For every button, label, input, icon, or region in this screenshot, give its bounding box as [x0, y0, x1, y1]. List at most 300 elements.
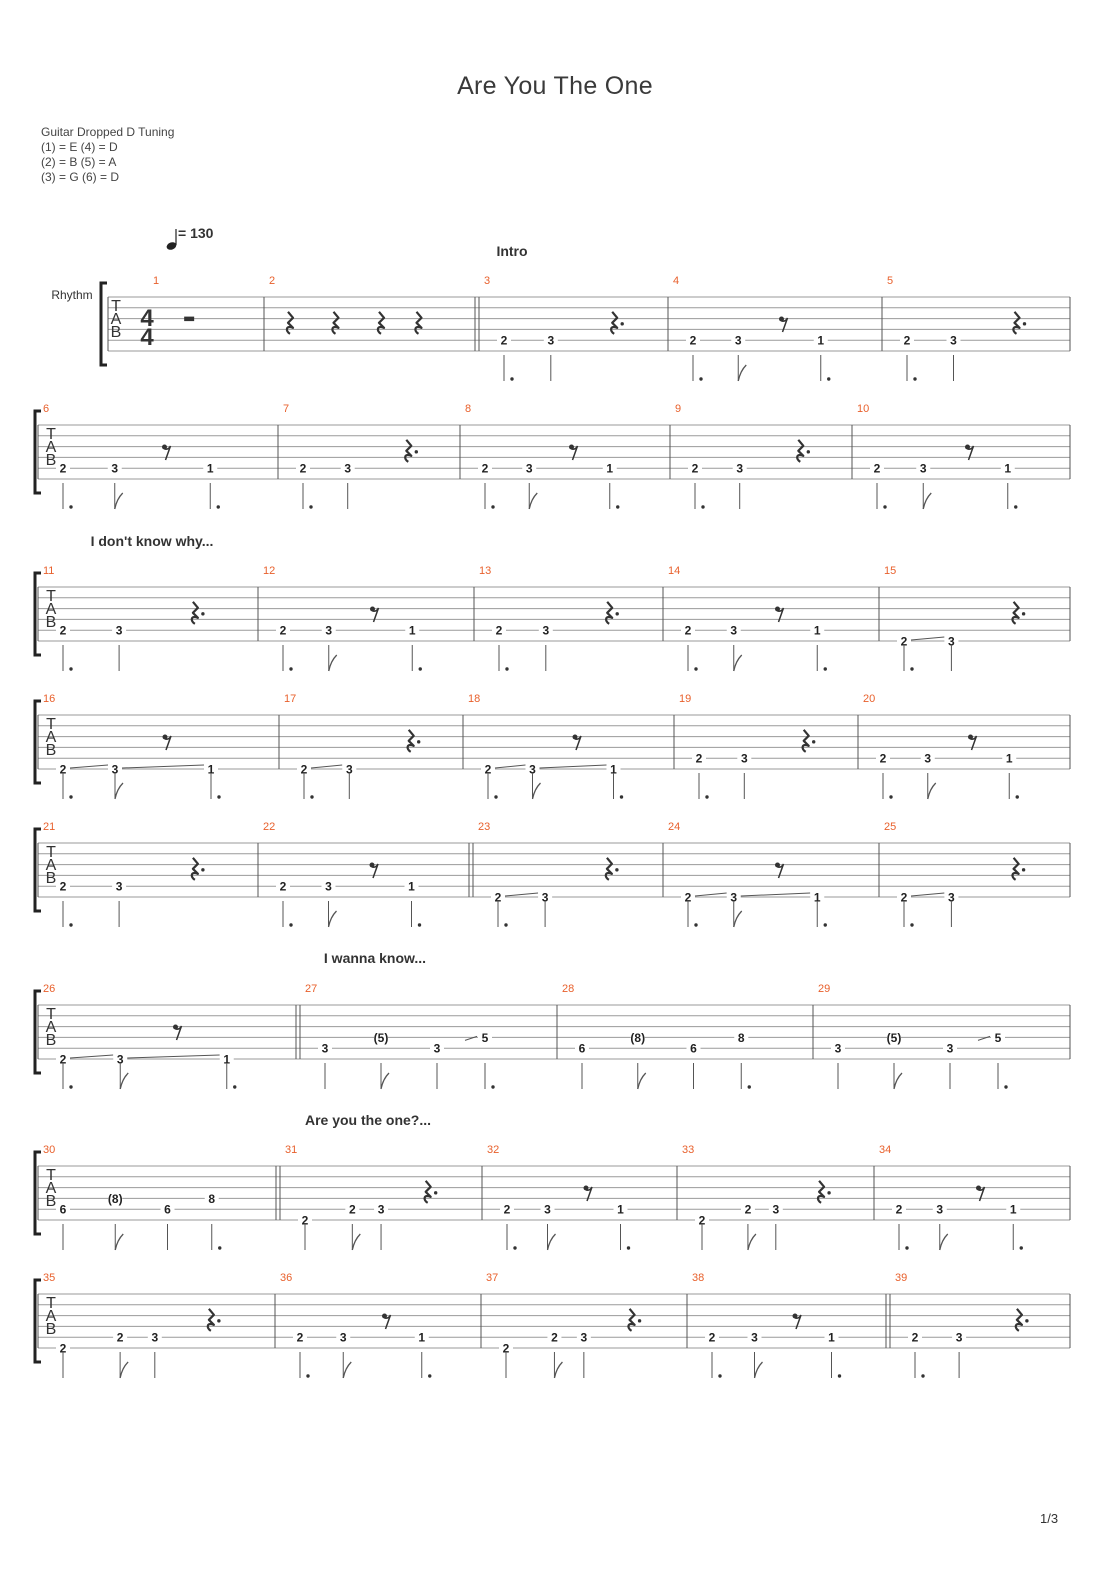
tab-note: [947, 334, 961, 381]
measure-number: 27: [305, 983, 318, 995]
tab-note: [298, 1214, 312, 1251]
tab-note: [825, 1331, 842, 1378]
note-flag: [638, 1073, 646, 1089]
tab-note: [952, 1331, 966, 1378]
measure-number: 38: [692, 1272, 705, 1284]
fret-number: 2: [279, 623, 287, 638]
tab-note: [345, 1203, 360, 1250]
fret-number: (5): [886, 1030, 902, 1045]
tab-measure: [481, 1272, 498, 1348]
duration-dot: [494, 795, 497, 798]
fret-number: 3: [834, 1041, 842, 1056]
tab-note: [108, 763, 204, 800]
measure-number: 30: [43, 1144, 56, 1156]
quarter-rest: [1012, 858, 1025, 880]
section-label: I wanna know...: [323, 950, 427, 966]
fret-number: 2: [708, 1330, 716, 1345]
tab-note: [526, 763, 607, 800]
tab-note: [113, 1331, 128, 1378]
half-rest: [184, 317, 194, 322]
slide-line: [495, 765, 526, 768]
note-flag: [115, 1234, 123, 1250]
duration-dot: [718, 1374, 721, 1377]
tab-clef-letter: T: [111, 298, 121, 315]
tab-note: [415, 1331, 432, 1378]
measure-number: 26: [43, 983, 56, 995]
fret-number: 2: [279, 879, 287, 894]
duration-dot: [428, 1374, 431, 1377]
measure-number: 20: [863, 693, 876, 705]
fret-number: 2: [900, 890, 908, 905]
tab-note: [614, 1203, 631, 1250]
tab-note: [478, 462, 495, 509]
fret-number: 2: [301, 1213, 309, 1228]
tab-measure: [276, 1144, 297, 1220]
measure-number: 1: [153, 275, 160, 287]
fret-number: 3: [151, 1330, 159, 1345]
fret-number: 1: [408, 879, 415, 894]
quarter-rest-glyph: [287, 312, 293, 334]
tab-note: [630, 1031, 645, 1089]
tab-note: [322, 880, 337, 927]
note-flag: [352, 1234, 360, 1250]
fret-number: 3: [541, 890, 549, 905]
note-flag: [894, 1073, 902, 1089]
measure-number: 5: [887, 275, 894, 287]
fret-number: 2: [551, 1330, 558, 1345]
fret-number: 2: [684, 890, 692, 905]
fret-number: 1: [1009, 1202, 1017, 1217]
fret-number: 3: [111, 461, 119, 476]
fret-number: 2: [503, 1202, 511, 1217]
quarter-rest: [408, 730, 421, 752]
tab-note: [336, 1331, 351, 1378]
tab-note: [544, 334, 558, 381]
duration-dot: [1004, 1085, 1007, 1088]
fret-number: 3: [116, 1052, 124, 1067]
tab-note: [161, 1203, 175, 1250]
duration-dot: [513, 1246, 516, 1249]
quarter-rest-glyph: [332, 312, 338, 334]
tab-note: [870, 462, 887, 509]
quarter-rest-glyph: [1013, 312, 1019, 334]
measure-number: 6: [43, 403, 50, 415]
fret-number: 2: [689, 333, 697, 348]
slide-line: [122, 765, 204, 768]
measure-number: 14: [668, 565, 681, 577]
tab-note: [727, 624, 742, 671]
fret-number: 1: [223, 1052, 231, 1067]
duration-dot: [289, 923, 292, 926]
slide-line: [741, 893, 811, 896]
fret-number: 5: [481, 1030, 489, 1045]
tab-clef-letter: A: [45, 857, 57, 874]
tab-note: [900, 334, 917, 381]
fret-number: 2: [495, 623, 503, 638]
rest-dot: [827, 1191, 830, 1194]
tab-note: [276, 880, 293, 927]
fret-number: 1: [606, 461, 614, 476]
slide-line: [127, 1055, 220, 1058]
duration-dot: [694, 923, 697, 926]
duration-dot: [910, 923, 913, 926]
tab-note: [547, 1331, 562, 1378]
fret-number: 3: [948, 890, 955, 905]
quarter-rest: [606, 858, 619, 880]
fret-number: 6: [690, 1041, 697, 1056]
fret-number: 3: [734, 333, 742, 348]
note-flag: [548, 1234, 556, 1250]
tab-measure: [674, 693, 691, 769]
tab-note: [56, 1203, 70, 1250]
tab-note: [296, 462, 313, 509]
duration-dot: [889, 795, 892, 798]
tab-note: [681, 891, 727, 928]
fret-number: 3: [111, 762, 119, 777]
tab-clef-letter: T: [46, 588, 56, 605]
slide-line: [695, 893, 727, 896]
tab-note: [944, 891, 958, 928]
quarter-rest: [405, 440, 418, 462]
note-flag: [343, 1362, 351, 1378]
tab-measure: [557, 983, 574, 1059]
quarter-rest-glyph: [405, 440, 411, 462]
fret-number: 3: [950, 333, 957, 348]
section-label: I don't know why...: [90, 533, 214, 549]
rest-dot: [615, 868, 618, 871]
fret-number: 1: [813, 890, 821, 905]
tab-note: [692, 752, 709, 799]
rest-dot: [1022, 612, 1025, 615]
fret-number: 5: [994, 1030, 1002, 1045]
tab-clef-letter: T: [46, 1006, 56, 1023]
song-title: Are You The One: [457, 72, 653, 100]
fret-number: 1: [617, 1202, 624, 1217]
fret-number: 3: [547, 333, 555, 348]
tab-note: [220, 1053, 237, 1090]
tab-note: [933, 1203, 948, 1250]
tab-note: [897, 635, 944, 672]
measure-number: 2: [269, 275, 276, 287]
tempo-marking: [166, 229, 178, 251]
fret-number: 2: [59, 623, 67, 638]
fret-number: 2: [500, 333, 508, 348]
fret-number: 3: [751, 1330, 758, 1345]
tab-measure: [663, 565, 680, 641]
fret-number: 2: [299, 461, 307, 476]
rest-dot: [217, 1319, 220, 1322]
quarter-rest: [803, 730, 816, 752]
measure-number: 36: [280, 1272, 293, 1284]
quarter-rest-glyph: [606, 858, 612, 880]
tab-note: [374, 1203, 388, 1250]
measure-number: 25: [884, 821, 897, 833]
fret-number: 2: [695, 751, 703, 766]
fret-number: 8: [737, 1030, 745, 1045]
fret-number: 2: [494, 890, 502, 905]
fret-number: 3: [433, 1041, 441, 1056]
note-flag: [928, 783, 936, 799]
duration-dot: [1014, 505, 1017, 508]
fret-number: 3: [580, 1330, 588, 1345]
tab-note: [405, 880, 422, 927]
measure-number: 11: [43, 565, 55, 577]
tab-note: [1006, 1203, 1023, 1250]
tab-clef-letter: T: [46, 1295, 56, 1312]
tab-system: [35, 701, 1070, 783]
fret-number: 3: [736, 461, 744, 476]
fret-number: 1: [813, 623, 821, 638]
fret-number: 2: [481, 461, 489, 476]
note-flag: [554, 1362, 562, 1378]
fret-number: 2: [900, 634, 908, 649]
quarter-rest-glyph: [192, 858, 198, 880]
measure-number: 8: [465, 403, 472, 415]
quarter-rest: [1013, 312, 1026, 334]
tab-clef-letter: B: [45, 614, 57, 631]
fret-number: 3: [730, 623, 738, 638]
rest-dot: [1023, 322, 1026, 325]
slide-line: [70, 765, 108, 768]
tab-clef-letter: B: [45, 870, 57, 887]
fret-number: 6: [59, 1202, 67, 1217]
tab-measure: [663, 821, 680, 897]
note-flag: [115, 493, 123, 509]
slide-line: [911, 893, 944, 896]
tab-measure: [813, 983, 1070, 1059]
duration-dot: [505, 667, 508, 670]
fret-number: 3: [544, 1202, 551, 1217]
tab-note: [56, 1342, 70, 1379]
duration-dot: [310, 795, 313, 798]
tab-note: [734, 1031, 751, 1089]
tab-note: [293, 1331, 310, 1378]
tab-note: [892, 1203, 909, 1250]
duration-dot: [233, 1085, 236, 1088]
quarter-rest: [1012, 602, 1025, 624]
tab-note: [539, 624, 553, 671]
time-signature-denominator: 4: [140, 324, 154, 351]
tab-system: [35, 991, 1070, 1073]
fret-number: 1: [418, 1330, 426, 1345]
fret-number: 2: [879, 751, 887, 766]
quarter-rest: [332, 312, 338, 334]
fret-number: 2: [484, 762, 492, 777]
measure-number: 24: [668, 821, 681, 833]
tab-measure: [460, 403, 471, 479]
rest-dot: [812, 740, 815, 743]
note-flag: [734, 655, 742, 671]
duration-dot: [616, 505, 619, 508]
fret-number: 3: [344, 461, 352, 476]
fret-number: 3: [955, 1330, 963, 1345]
note-flag: [533, 783, 541, 799]
quarter-rest: [287, 312, 293, 334]
duration-dot: [306, 1374, 309, 1377]
tab-measure: [264, 275, 275, 351]
tab-note: [465, 1031, 495, 1089]
section-label: Intro: [496, 243, 528, 259]
note-flag: [940, 1234, 948, 1250]
duration-dot: [217, 505, 220, 508]
tab-note: [810, 624, 827, 671]
rest-dot: [434, 1191, 437, 1194]
fret-number: 3: [525, 461, 533, 476]
fret-number: 6: [164, 1202, 171, 1217]
tab-measure: [852, 403, 1070, 479]
note-flag: [329, 911, 337, 927]
tab-clef-letter: B: [45, 1321, 57, 1338]
tab-clef-letter: B: [45, 742, 57, 759]
tab-clef-letter: T: [46, 1167, 56, 1184]
tab-note: [56, 624, 73, 671]
fret-number: 3: [115, 623, 123, 638]
tab-measure: [279, 693, 296, 769]
tuning-line: (2) = B (5) = A: [41, 155, 117, 169]
measure-number: 39: [895, 1272, 908, 1284]
fret-number: 3: [542, 623, 550, 638]
tab-clef-letter: A: [45, 601, 57, 618]
measure-number: 33: [682, 1144, 695, 1156]
duration-dot: [217, 795, 220, 798]
rest-dot: [415, 450, 418, 453]
tab-clef-letter: B: [45, 1193, 57, 1210]
rest-dot: [638, 1319, 641, 1322]
fret-number: 2: [873, 461, 881, 476]
quarter-rest-glyph: [208, 1309, 214, 1331]
tab-note: [499, 1342, 513, 1379]
measure-number: 22: [263, 821, 276, 833]
quarter-rest-glyph: [425, 1181, 431, 1203]
quarter-rest: [1016, 1309, 1029, 1331]
tab-note: [731, 334, 746, 381]
duration-dot: [309, 505, 312, 508]
fret-number: 1: [817, 333, 825, 348]
page-number: 1/3: [1040, 1511, 1059, 1526]
measure-number: 18: [468, 693, 481, 705]
duration-dot: [1016, 795, 1019, 798]
duration-dot: [905, 1246, 908, 1249]
duration-dot: [620, 795, 623, 798]
tab-clef-letter: A: [110, 311, 122, 328]
measure-number: 28: [562, 983, 575, 995]
tab-note: [492, 624, 509, 671]
fret-number: 3: [946, 1041, 954, 1056]
tab-measure: [475, 275, 490, 351]
tab-measure: [258, 821, 275, 897]
duration-dot: [69, 1085, 72, 1088]
tempo-value: = 130: [178, 225, 214, 241]
time-signature-numerator: 4: [140, 305, 154, 332]
note-flag: [755, 1362, 763, 1378]
tab-note: [203, 462, 220, 509]
quarter-rest: [415, 312, 421, 334]
quarter-rest: [192, 602, 205, 624]
tab-note: [297, 763, 342, 800]
duration-dot: [510, 377, 513, 380]
tab-note: [522, 462, 537, 509]
duration-dot: [748, 1085, 751, 1088]
quarter-rest: [425, 1181, 438, 1203]
tab-note: [541, 1203, 556, 1250]
fret-number: 3: [730, 890, 738, 905]
tab-note: [430, 1042, 444, 1089]
fret-number: 2: [744, 1202, 752, 1217]
tab-measure: [668, 275, 679, 351]
fret-number: 1: [610, 762, 617, 777]
tab-clef-letter: B: [45, 1032, 57, 1049]
tab-note: [342, 763, 356, 800]
quarter-rest-glyph: [606, 602, 612, 624]
note-flag: [381, 1073, 389, 1089]
note-flag: [529, 493, 537, 509]
tab-measure: [463, 693, 480, 769]
measure-number: 13: [479, 565, 492, 577]
quarter-rest-glyph: [408, 730, 414, 752]
tab-note: [887, 1031, 902, 1089]
system-bracket: [101, 283, 107, 365]
rest-dot: [417, 740, 420, 743]
quarter-rest-glyph: [415, 312, 421, 334]
tab-note: [687, 1042, 701, 1089]
tab-note: [113, 1053, 220, 1090]
slide-line: [911, 637, 944, 640]
rest-dot: [201, 868, 204, 871]
duration-dot: [289, 667, 292, 670]
tuning-line: (3) = G (6) = D: [41, 170, 120, 184]
fret-number: 3: [325, 879, 332, 894]
quarter-rest-glyph: [1016, 1309, 1022, 1331]
tab-note: [943, 1042, 957, 1089]
fret-number: (5): [373, 1030, 389, 1045]
tab-clef-letter: T: [46, 426, 56, 443]
tab-note: [978, 1031, 1008, 1089]
tab-note: [681, 624, 698, 671]
measure-number: 4: [673, 275, 680, 287]
tab-note: [733, 462, 747, 509]
tab-note: [916, 462, 931, 509]
rest-dot: [201, 612, 204, 615]
tab-note: [737, 752, 751, 799]
tab-note: [56, 462, 73, 509]
fret-number: 2: [59, 1341, 67, 1356]
fret-number: 1: [408, 623, 416, 638]
quarter-rest-glyph: [797, 440, 803, 462]
tab-clef-letter: B: [45, 452, 57, 469]
quarter-rest-glyph: [192, 602, 198, 624]
duration-dot: [491, 1085, 494, 1088]
fret-number: 2: [59, 879, 67, 894]
fret-number: 6: [578, 1041, 586, 1056]
measure-number: 16: [43, 693, 56, 705]
measure-number: 15: [884, 565, 897, 577]
duration-dot: [694, 667, 697, 670]
measure-number: 17: [284, 693, 297, 705]
fret-number: 2: [895, 1202, 903, 1217]
tab-note: [705, 1331, 722, 1378]
tab-note: [276, 624, 293, 671]
tab-note: [607, 763, 624, 800]
note-flag: [120, 1362, 128, 1378]
note-flag: [329, 655, 337, 671]
fret-number: 2: [59, 1052, 67, 1067]
note-flag: [748, 1234, 756, 1250]
measure-number: 21: [43, 821, 56, 833]
fret-number: 2: [502, 1341, 510, 1356]
tab-note: [831, 1042, 845, 1089]
fret-number: 3: [919, 461, 927, 476]
tab-system: [35, 1152, 1070, 1234]
